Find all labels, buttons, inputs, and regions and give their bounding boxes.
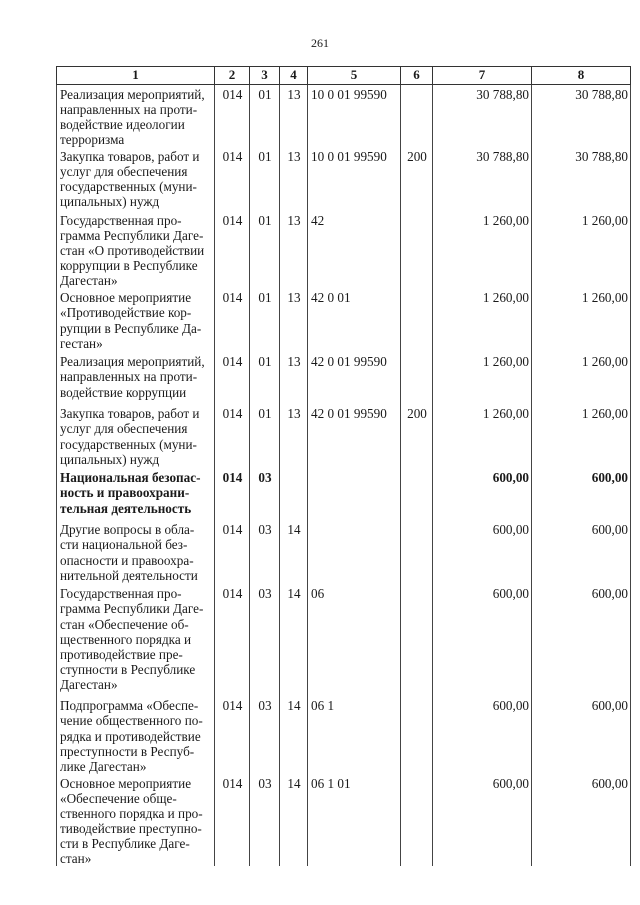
row-name-line: ность и правоохрани- <box>60 485 190 501</box>
code-subsection: 13 <box>280 85 308 148</box>
row-name-line: услуг для обеспечения <box>60 164 188 180</box>
column-header: 8 <box>532 67 631 85</box>
code-ministry: 014 <box>215 404 250 468</box>
row-name-line: Национальная безопас- <box>60 470 201 486</box>
page-number: 261 <box>311 36 329 50</box>
row-name <box>57 774 215 866</box>
amount-col8: 30 788,80 <box>532 85 631 148</box>
table-row <box>57 85 631 148</box>
table-row <box>57 404 631 468</box>
row-name-line: преступности в Респуб- <box>60 743 195 759</box>
code-target-article: 42 <box>308 211 401 288</box>
row-name <box>57 584 215 696</box>
code-expense-type <box>401 774 433 866</box>
row-name-line: «Обеспечение обще- <box>60 790 177 806</box>
row-name <box>57 147 215 211</box>
table-row <box>57 288 631 352</box>
row-name-line: ципальных) нужд <box>60 451 160 467</box>
amount-col8: 600,00 <box>532 520 631 584</box>
row-name-line: грамма Республики Даге- <box>60 601 204 617</box>
amount-col8: 1 260,00 <box>532 404 631 468</box>
code-ministry: 014 <box>215 211 250 288</box>
amount-col7: 600,00 <box>433 774 532 866</box>
code-ministry: 014 <box>215 352 250 404</box>
column-header: 7 <box>433 67 532 85</box>
amount-col8: 600,00 <box>532 584 631 696</box>
amount-col7: 1 260,00 <box>433 404 532 468</box>
table-row <box>57 520 631 584</box>
amount-col7: 600,00 <box>433 468 532 520</box>
row-name-line: ступности в Республике <box>60 661 196 677</box>
amount-col7: 600,00 <box>433 696 532 773</box>
table-row <box>57 774 631 866</box>
table-row <box>57 352 631 404</box>
code-target-article: 06 1 <box>308 696 401 773</box>
code-target-article: 42 0 01 <box>308 288 401 352</box>
code-section: 03 <box>250 774 280 866</box>
code-target-article <box>308 468 401 520</box>
row-name-line: ственного порядка и про- <box>60 805 203 821</box>
row-name-line: Реализация мероприятий, <box>60 87 205 102</box>
code-subsection: 13 <box>280 147 308 211</box>
row-name-line: «Противодействие кор- <box>60 305 192 321</box>
row-name-line: щественного порядка и <box>60 631 192 647</box>
amount-col7: 1 260,00 <box>433 288 532 352</box>
table-row <box>57 696 631 773</box>
code-section: 01 <box>250 211 280 288</box>
amount-col8: 600,00 <box>532 696 631 773</box>
amount-col8: 1 260,00 <box>532 211 631 288</box>
code-expense-type <box>401 468 433 520</box>
row-name-line: Закупка товаров, работ и <box>60 149 200 165</box>
code-section: 03 <box>250 696 280 773</box>
row-name-line: противодействие пре- <box>60 646 183 662</box>
amount-col7: 600,00 <box>433 584 532 696</box>
code-expense-type <box>401 211 433 288</box>
code-target-article: 42 0 01 99590 <box>308 404 401 468</box>
code-section: 01 <box>250 85 280 148</box>
row-name-line: тиводействие преступно- <box>60 820 202 836</box>
code-subsection <box>280 468 308 520</box>
code-expense-type <box>401 85 433 148</box>
row-name-line: государственных (муни- <box>60 436 197 452</box>
code-target-article: 10 0 01 99590 <box>308 147 401 211</box>
column-header: 4 <box>280 67 308 85</box>
row-name-line: Государственная про- <box>60 213 182 229</box>
amount-col7: 600,00 <box>433 520 532 584</box>
code-subsection: 13 <box>280 352 308 404</box>
row-name-line: направленных на проти- <box>60 369 198 385</box>
code-expense-type <box>401 696 433 773</box>
column-header: 2 <box>215 67 250 85</box>
row-name-line: направленных на проти- <box>60 102 198 118</box>
row-name <box>57 85 215 148</box>
row-name-line: Государственная про- <box>60 586 182 602</box>
row-name-line: Подпрограмма «Обеспе- <box>60 698 199 714</box>
row-name-line: лике Дагестан» <box>60 758 147 774</box>
row-name-line: водействие идеологии <box>60 117 185 133</box>
amount-col8: 600,00 <box>532 468 631 520</box>
code-subsection: 13 <box>280 211 308 288</box>
code-expense-type: 200 <box>401 147 433 211</box>
code-section: 03 <box>250 584 280 696</box>
row-name <box>57 288 215 352</box>
code-expense-type <box>401 288 433 352</box>
code-target-article: 06 <box>308 584 401 696</box>
row-name-line: грамма Республики Даге- <box>60 228 204 244</box>
code-expense-type <box>401 520 433 584</box>
code-section: 01 <box>250 288 280 352</box>
code-target-article: 10 0 01 99590 <box>308 85 401 148</box>
row-name <box>57 468 215 520</box>
header-row <box>57 67 631 85</box>
column-header: 3 <box>250 67 280 85</box>
column-header: 6 <box>401 67 433 85</box>
code-section: 01 <box>250 404 280 468</box>
column-header: 5 <box>308 67 401 85</box>
row-name-line: государственных (муни- <box>60 179 197 195</box>
code-ministry: 014 <box>215 774 250 866</box>
table-row <box>57 147 631 211</box>
row-name-line: терроризма <box>60 132 125 148</box>
row-name-line: Закупка товаров, работ и <box>60 406 200 422</box>
code-expense-type: 200 <box>401 404 433 468</box>
table-row <box>57 584 631 696</box>
code-subsection: 13 <box>280 288 308 352</box>
row-name-line: Дагестан» <box>60 273 118 289</box>
table-row <box>57 211 631 288</box>
code-ministry: 014 <box>215 147 250 211</box>
code-target-article: 06 1 01 <box>308 774 401 866</box>
row-name-line: рядка и противодействие <box>60 728 201 744</box>
row-name-line: ципальных) нужд <box>60 194 160 210</box>
code-ministry: 014 <box>215 584 250 696</box>
amount-col7: 30 788,80 <box>433 147 532 211</box>
code-section: 01 <box>250 147 280 211</box>
row-name-line: коррупции в Республике <box>60 258 198 274</box>
code-ministry: 014 <box>215 696 250 773</box>
row-name-line: рупции в Республике Да- <box>60 320 202 336</box>
row-name-line: Дагестан» <box>60 676 118 692</box>
code-expense-type <box>401 584 433 696</box>
code-subsection: 14 <box>280 584 308 696</box>
row-name-line: Основное мероприятие <box>60 290 192 306</box>
code-ministry: 014 <box>215 85 250 148</box>
row-name-line: сти в Республике Даге- <box>60 835 190 851</box>
code-ministry: 014 <box>215 468 250 520</box>
code-subsection: 14 <box>280 774 308 866</box>
row-name <box>57 352 215 404</box>
row-name <box>57 520 215 584</box>
budget-table <box>56 66 631 866</box>
row-name-line: чение общественного по- <box>60 713 203 729</box>
amount-col8: 30 788,80 <box>532 147 631 211</box>
code-subsection: 13 <box>280 404 308 468</box>
code-subsection: 14 <box>280 696 308 773</box>
row-name-line: водействие коррупции <box>60 384 187 400</box>
code-subsection: 14 <box>280 520 308 584</box>
row-name-line: нительной деятельности <box>60 567 198 583</box>
code-target-article <box>308 520 401 584</box>
row-name <box>57 211 215 288</box>
row-name-line: стан» <box>60 850 92 866</box>
amount-col8: 1 260,00 <box>532 352 631 404</box>
code-section: 03 <box>250 520 280 584</box>
column-header: 1 <box>57 67 215 85</box>
amount-col8: 1 260,00 <box>532 288 631 352</box>
code-section: 03 <box>250 468 280 520</box>
row-name-line: услуг для обеспечения <box>60 421 188 437</box>
amount-col7: 1 260,00 <box>433 352 532 404</box>
row-name-line: опасности и правоохра- <box>60 552 194 568</box>
code-section: 01 <box>250 352 280 404</box>
row-name-line: стан «О противодействии <box>60 243 205 259</box>
row-name-line: тельная деятельность <box>60 500 192 516</box>
code-ministry: 014 <box>215 288 250 352</box>
code-target-article: 42 0 01 99590 <box>308 352 401 404</box>
row-name-line: сти национальной без- <box>60 537 188 553</box>
amount-col7: 1 260,00 <box>433 211 532 288</box>
row-name-line: Реализация мероприятий, <box>60 354 205 370</box>
code-expense-type <box>401 352 433 404</box>
row-name-line: Другие вопросы в обла- <box>60 522 195 538</box>
amount-col7: 30 788,80 <box>433 85 532 148</box>
row-name <box>57 404 215 468</box>
amount-col8: 600,00 <box>532 774 631 866</box>
table-row <box>57 468 631 520</box>
code-ministry: 014 <box>215 520 250 584</box>
row-name-line: стан «Обеспечение об- <box>60 616 189 632</box>
row-name-line: Основное мероприятие <box>60 775 192 791</box>
row-name <box>57 696 215 773</box>
row-name-line: гестан» <box>60 335 103 351</box>
